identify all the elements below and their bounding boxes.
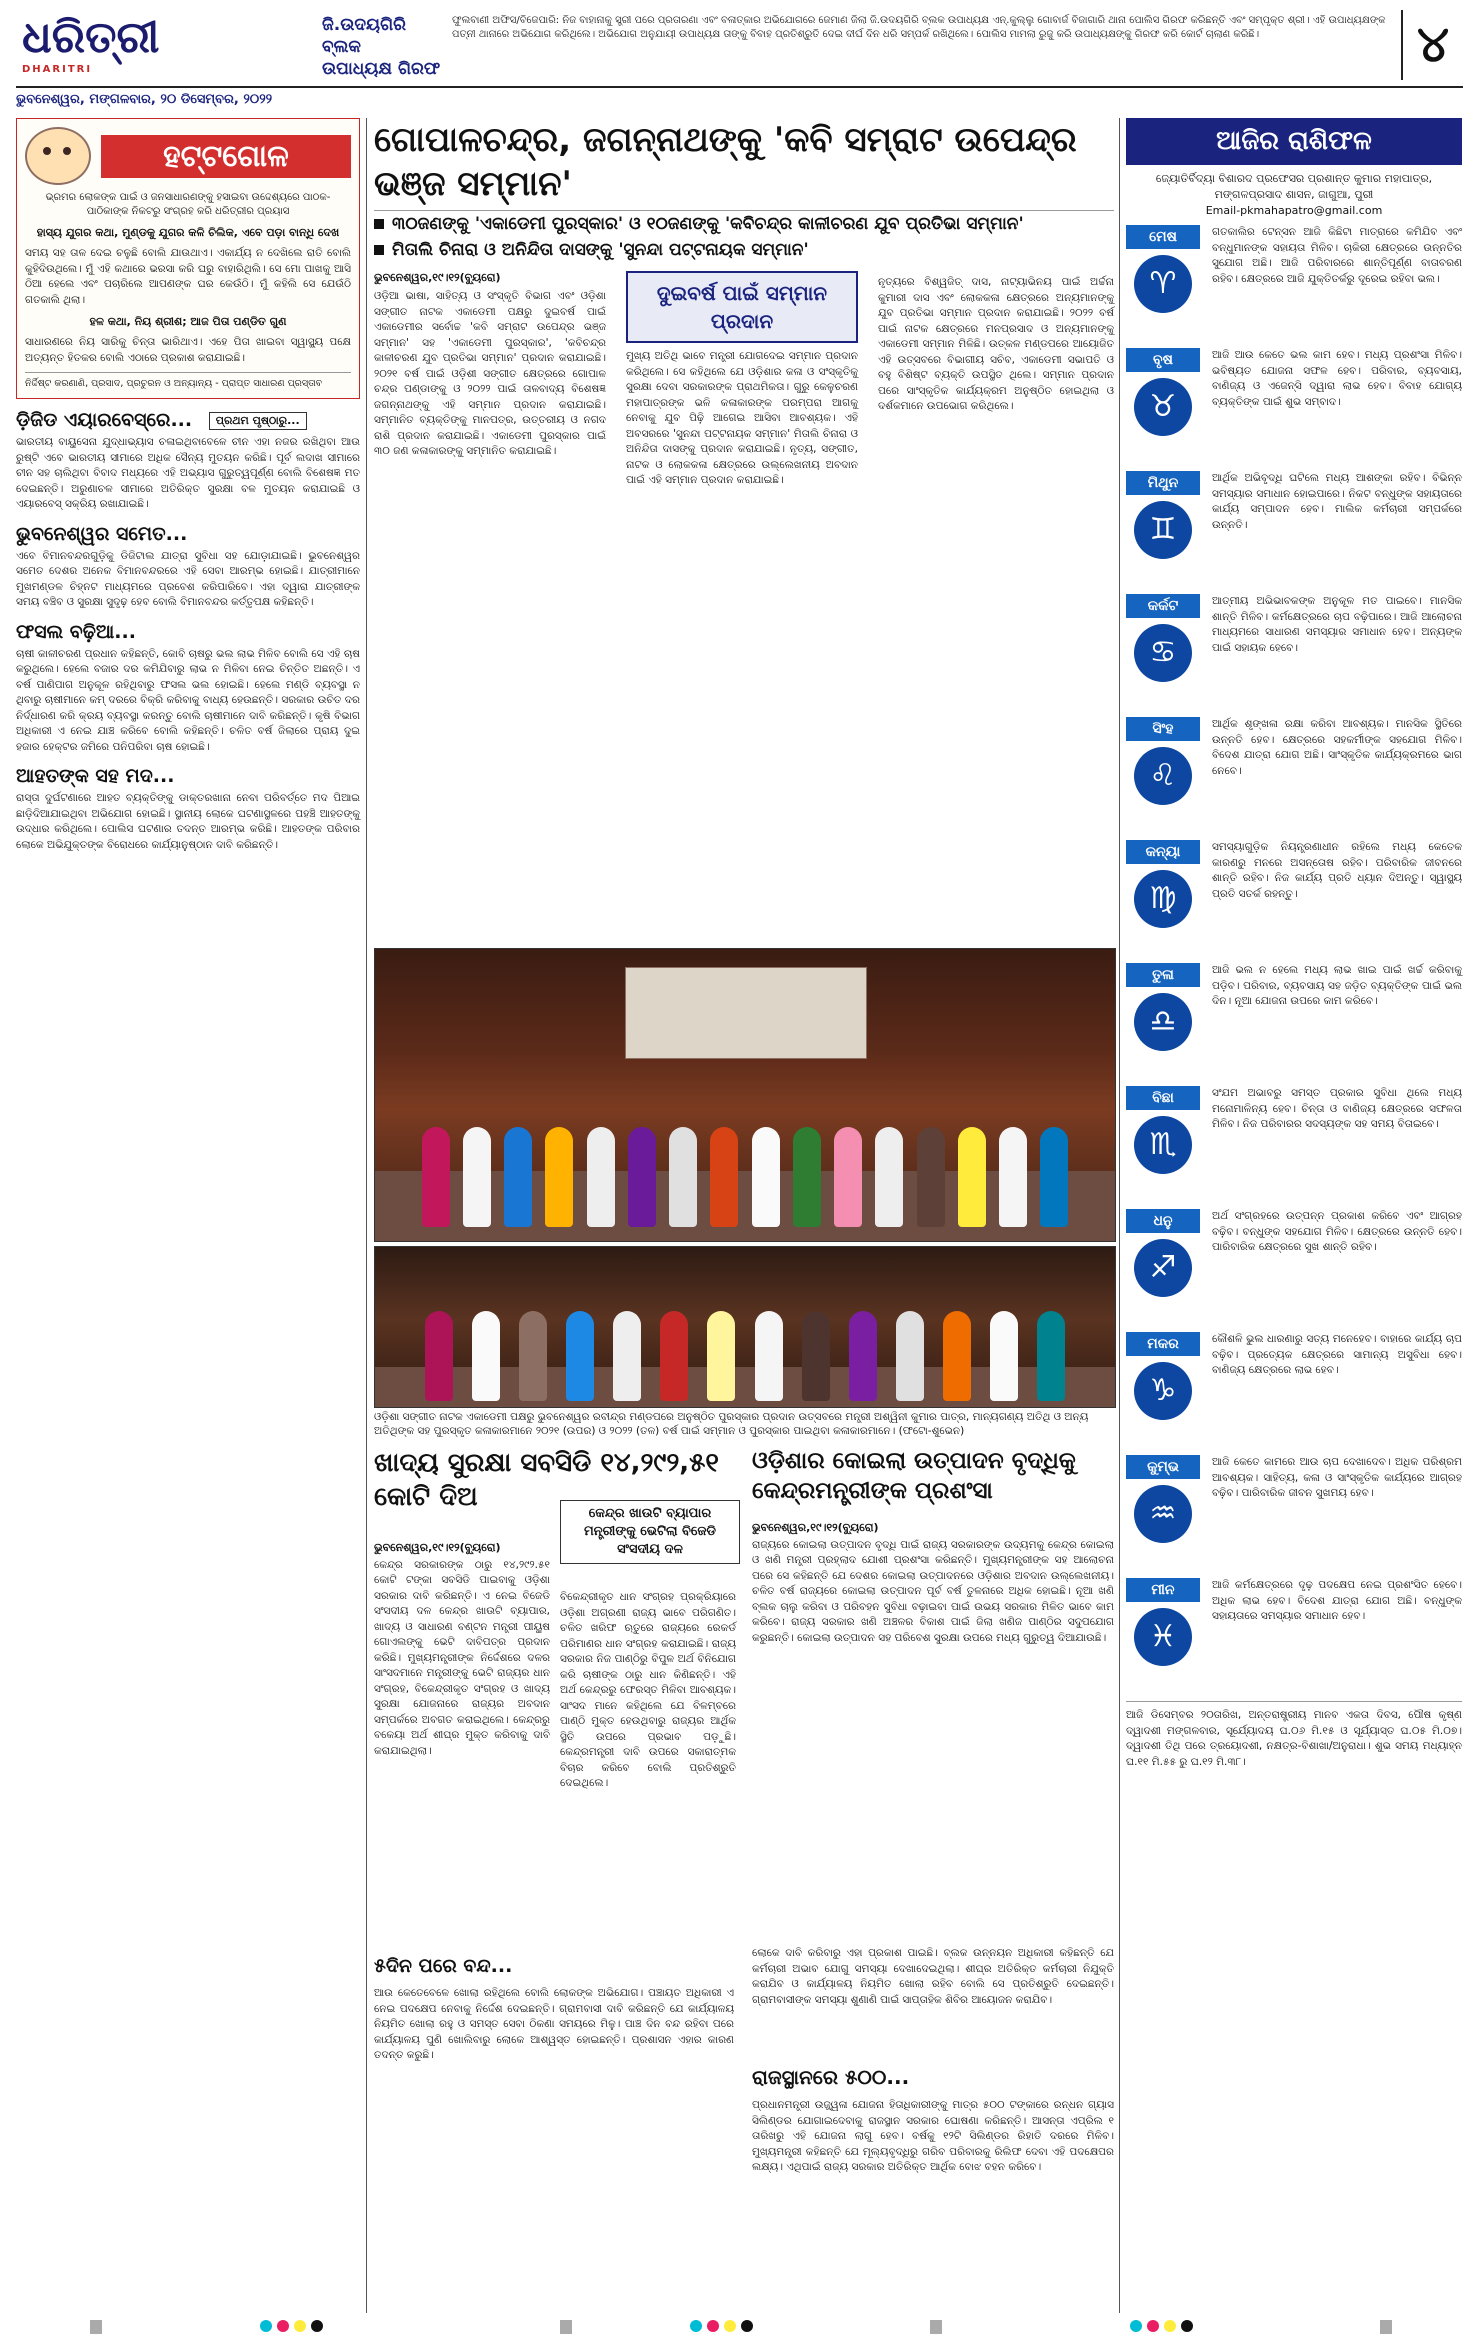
aquarius-icon: ♒ [1134, 1485, 1192, 1543]
story-body: ନୃତ୍ୟରେ ବିଶ୍ୱଜିତ୍ ଦାସ, ନାଟ୍ୟାଭିନୟ ପାଇଁ ଅର୍ଚ୍ଚନା କୁମାରୀ ଦାସ ଏବଂ ଲୋକକଳା କ୍ଷେତ୍ରରେ ଅନ୍ୟମାନଙ୍କୁ ଯୁବ ପ୍ରତିଭା ସମ୍ମାନ ପ୍ରଦାନ କରାଯାଇଛି। ୨୦୨୨ ବର୍ଷ ପାଇଁ ନାଟକ କ୍ଷେତ୍ରରେ ମନପ୍ରସାଦ ଓ ଅନ୍ୟମାନଙ୍କୁ ଏକାଡେମୀ ସମ୍ମାନ ମିଳିଛି। ଉତ୍କଳ ମଣ୍ଡପରେ ଆୟୋଜିତ ଏହି ଉତ୍ସବରେ ବିଭାଗୀୟ ସଚିବ, ଏକାଡେମୀ ସଭାପତି ଓ ବହୁ ବିଶିଷ୍ଟ ବ୍ୟକ୍ତି ଉପସ୍ଥିତ ଥିଲେ। ସମ୍ମାନ ପ୍ରଦାନ ପରେ ସାଂସ୍କୃତିକ କାର୍ଯ୍ୟକ୍ରମ ଅନୁଷ୍ଠିତ ହୋଇଥିଲା ଓ ଦର୍ଶକମାନେ ଉପଭୋଗ କରିଥିଲେ। [878, 276, 1114, 412]
yellow-dot [294, 2320, 306, 2332]
magenta-dot [707, 2320, 719, 2332]
award-ceremony-photo-2 [374, 1246, 1116, 1408]
horoscope-title: ଆଜିର ରାଶିଫଳ [1126, 118, 1462, 165]
main-subheadline [374, 237, 1114, 263]
byline: ଭୁବନେଶ୍ୱର,୧୯।୧୨(ବ୍ୟୁରୋ) [374, 1541, 501, 1554]
flash-headline-line-1: ଜି.ଉଦୟଗିରି ବ୍ଲକ [322, 15, 407, 57]
ruckus-title: ହଟ୍ଟଗୋଳ [101, 135, 351, 178]
taurus-icon: ♉ [1134, 378, 1192, 436]
sign-aquarius [1126, 1455, 1462, 1568]
sign-text: ଆର୍ଥିକ ଅଭିବୃଦ୍ଧି ଘଟିଲେ ମଧ୍ୟ ଆଶଙ୍କା ରହିବ। ବିଭିନ୍ନ ସମସ୍ୟାର ସମାଧାନ ହୋଇପାରେ। ନିକଟ ବନ୍ଧୁଙ୍କ ସହାୟତାରେ କାର୍ଯ୍ୟ ସମ୍ପାଦନ ହେବ। ମାଲିକ କର୍ମଚାରୀ ସମ୍ପର୍କରେ ଉନ୍ନତି। [1212, 472, 1462, 531]
dateline: ଭୁବନେଶ୍ୱର, ମଙ୍ଗଳବାର, ୨୦ ଡିସେମ୍ବର, ୨୦୨୨ [16, 92, 273, 107]
person-figure [613, 1311, 641, 1401]
astrologer-info [1126, 171, 1462, 219]
food-story-column-2 [560, 1590, 736, 1792]
person-figure [917, 1127, 945, 1227]
person-figure [990, 1311, 1018, 1401]
sign-name: ମକର [1126, 1332, 1200, 1356]
horoscope-column [1126, 118, 1462, 1770]
story-body: ଭାରତୀୟ ବାୟୁସେନା ଯୁଦ୍ଧାଭ୍ୟାସ ଚଳାଇଥିବାବେଳେ ଚୀନ ଏହା ନଜର ରଖିଥିବା ଆଉ ରୁଷ୍ଟି ଏବେ ଭାରତୀୟ ସୀମାରେ ଅଧିକ ସୈନ୍ୟ ମୁତୟନ କରିଛି। ପୂର୍ବ ଲଦାଖ ସୀମାରେ ଚୀନ ସହ ଚାଲିଥିବା ବିବାଦ ମଧ୍ୟରେ ଏହି ଅଭ୍ୟାସ ଗୁରୁତ୍ୱପୂର୍ଣ୍ଣ ବୋଲି ବିଶେଷଜ୍ଞ ମତ ଦେଇଛନ୍ତି। ଅରୁଣାଚଳ ସୀମାରେ ଅତିରିକ୍ତ ସୁରକ୍ଷା ବଳ ମୁତୟନ କରାଯାଇଛି ଓ ଏୟାରବେସ୍ ସକ୍ରିୟ ରଖାଯାଇଛି। [16, 436, 360, 510]
ruckus-subtitle: ଭ୍ରମର ଲୋକଙ୍କ ପାଇଁ ଓ ଜନସାଧାରଣଙ୍କୁ ହସାଇବା ଉଦ୍ଦେଶ୍ୟରେ ପାଠକ-ପାଠିକାଙ୍କ ନିକଟରୁ ସଂଗ୍ରହ କରି ଧରିତ୍ରୀର ପ୍ରୟାସ [45, 192, 331, 217]
registration-block [1380, 2320, 1392, 2334]
black-dot [1181, 2320, 1193, 2332]
logo-text: ଧରିତ୍ରୀ [22, 12, 160, 63]
sign-aries [1126, 225, 1462, 338]
sign-text: ସମସ୍ୟାଗୁଡ଼ିକ ନିୟନ୍ତ୍ରଣାଧୀନ ରହିଲେ ମଧ୍ୟ କେତେକ କାରଣରୁ ମନରେ ଅସନ୍ତୋଷ ରହିବ। ପରିବାରିକ ଜୀବନରେ ଶାନ୍ତି ରହିବ। ନିଜ କାର୍ଯ୍ୟ ପ୍ରତି ଧ୍ୟାନ ଦିଅନ୍ତୁ। ସ୍ୱାସ୍ଥ୍ୟ ପ୍ରତି ସତର୍କ ରହନ୍ତୁ। [1212, 841, 1462, 900]
award-recipients-group [415, 1291, 1075, 1401]
libra-icon: ♎ [1134, 993, 1192, 1051]
sign-name: କନ୍ୟା [1126, 840, 1200, 864]
continued-tag: ପ୍ରଥମ ପୃଷ୍ଠାରୁ... [209, 412, 307, 430]
subheadline-text: ମିତାଲି ଚିନାରା ଓ ଅନିନ୍ଦିତା ଦାସଙ୍କୁ 'ସୁନନ୍ଦା ପଟ୍ଟନାୟକ ସମ୍ମାନ' [392, 240, 809, 260]
color-registration-dots [690, 2320, 753, 2332]
cancer-icon: ♋ [1134, 624, 1192, 682]
story-headline: ଫସଲ ବଢ଼ିଆ... [16, 620, 136, 643]
sign-text: ସଂଯମ ଅଭାବରୁ ସମସ୍ତ ପ୍ରକାର ସୁବିଧା ଥିଲେ ମଧ୍ୟ ମନୋମାଳିନ୍ୟ ହେବ। ଚିନ୍ତା ଓ ବାଣିଜ୍ୟ କ୍ଷେତ୍ରରେ ସଫଳତା ମିଳିବ। ନିଜ ପରିବାରର ସଦସ୍ୟଙ୍କ ସହ ସମୟ ବିତାଇବେ। [1212, 1087, 1462, 1130]
main-story-column-3 [878, 271, 1114, 419]
coal-story-headline: ଓଡ଼ିଶାର କୋଇଲା ଉତ୍ପାଦନ ବୃଦ୍ଧିକୁ କେନ୍ଦ୍ରମନ୍ତ୍ରୀଙ୍କ ପ୍ରଶଂସା [752, 1448, 1076, 1504]
photo-caption: ଓଡ଼ିଶା ସଙ୍ଗୀତ ନାଟକ ଏକାଡେମୀ ପକ୍ଷରୁ ଭୁବନେଶ୍ୱର ରବୀନ୍ଦ୍ର ମଣ୍ଡପରେ ଅନୁଷ୍ଠିତ ପୁରସ୍କାର ପ୍ରଦାନ ଉତ୍ସବରେ ମନ୍ତ୍ରୀ ଅଶ୍ୱିନୀ କୁମାର ପାତ୍ର, ମାନ୍ୟଗଣ୍ୟ ଅତିଥି ଓ ଅନ୍ୟ ଅତିଥିଙ୍କ ସହ ପୁରସ୍କୃତ କଳାକାରମାନେ ୨୦୨୧ (ଉପର) ଓ ୨୦୨୨ (ତଳ) ବର୍ଷ ପାଇଁ ସମ୍ମାନ ଓ ପୁରସ୍କାର ପାଇଥିବା କଳାକାରମାନେ। (ଫଟୋ-ଶୁଭେନ) [374, 1411, 1089, 1437]
person-figure [1037, 1311, 1065, 1401]
sign-text: କୌଶଳି ଭୁଲ ଧାରଣାରୁ ସତ୍ୟ ମନେହେବ। ବାହାରେ କାର୍ଯ୍ୟ ଚାପ ବଢ଼ିବ। ପ୍ରତ୍ୟେକ କ୍ଷେତ୍ରରେ ସାମାନ୍ୟ ଅସୁବିଧା ହେବ। ବାଣିଜ୍ୟ କ୍ଷେତ୍ରରେ ଲାଭ ହେବ। [1212, 1333, 1462, 1376]
sign-name: ବୃଷ [1126, 348, 1200, 372]
raj-story-body: ପ୍ରଧାନମନ୍ତ୍ରୀ ଉଜ୍ଜ୍ୱଳା ଯୋଜନା ହିତାଧିକାରୀଙ୍କୁ ମାତ୍ର ୫୦୦ ଟଙ୍କାରେ ରନ୍ଧନ ଗ୍ୟାସ ସିଲିଣ୍ଡର ଯୋଗାଇଦେବାକୁ ରାଜସ୍ଥାନ ସରକାର ଘୋଷଣା କରିଛନ୍ତି। ଆସନ୍ତା ଏପ୍ରିଲ ୧ ତାରିଖରୁ ଏହି ଯୋଜନା ଲାଗୁ ହେବ। ବର୍ଷକୁ ୧୨ଟି ସିଲିଣ୍ଡର ରିହାତି ଦରରେ ମିଳିବ। ମୁଖ୍ୟମନ୍ତ୍ରୀ କହିଛନ୍ତି ଯେ ମୂଲ୍ୟବୃଦ୍ଧିରୁ ଗରିବ ପରିବାରକୁ ରିଲିଫ ଦେବା ଏହି ପଦକ୍ଷେପର ଲକ୍ଷ୍ୟ। ଏଥିପାଇଁ ରାଜ୍ୟ ସରକାର ଅତିରିକ୍ତ ଆର୍ଥିକ ବୋଝ ବହନ କରିବେ। [752, 2099, 1114, 2173]
sign-text: ଆଜି ଭଲ ନ ହେଲେ ମଧ୍ୟ ଲାଭ ଖାଇ ପାଇଁ ଖର୍ଚ୍ଚ କରିବାକୁ ପଡ଼ିବ। ପରିବାର, ବ୍ୟବସାୟ ସହ ଜଡ଼ିତ ବ୍ୟକ୍ତିଙ୍କ ପାଇଁ ଭଲ ଦିନ। ନୂଆ ଯୋଜନା ଉପରେ କାମ କରିବେ। [1212, 964, 1462, 1007]
column-divider [366, 118, 367, 2313]
story-body: ଏବେ ବିମାନବନ୍ଦରଗୁଡ଼ିକୁ ଡିଜିଟାଲ ଯାତ୍ରା ସୁବିଧା ସହ ଯୋଡ଼ାଯାଇଛି। ଭୁବନେଶ୍ୱର ସମେତ ଦେଶର ଅନେକ ବିମାନବନ୍ଦରରେ ଏହି ସେବା ଆରମ୍ଭ ହୋଇଛି। ଯାତ୍ରୀମାନେ ମୁଖମଣ୍ଡଳ ଚିହ୍ନଟ ମାଧ୍ୟମରେ ପ୍ରବେଶ କରିପାରିବେ। ଏହା ଦ୍ୱାରା ଯାତ୍ରୀଙ୍କ ସମୟ ବଞ୍ଚିବ ଓ ସୁରକ୍ଷା ସୁଦୃଢ଼ ହେବ ବୋଲି ବିମାନବନ୍ଦର କର୍ତ୍ତୃପକ୍ଷ କହିଛନ୍ତି। [16, 549, 360, 608]
person-figure [422, 1127, 450, 1227]
left-column [16, 118, 360, 857]
color-registration-dots [260, 2320, 323, 2332]
person-figure [1040, 1127, 1068, 1227]
sign-capricorn [1126, 1332, 1462, 1445]
sagittarius-icon: ♐ [1134, 1239, 1192, 1297]
ruckus-credit: ନିର୍ଦ୍ଦିଷ୍ଟ କରଣାଣି, ପ୍ରସାଦ, ପ୍ରଚୁରନ ଓ ଅନ୍ୟାନ୍ୟ - ପ୍ରାପ୍ତ ସାଧାରଣ ପ୍ରସ୍ତାବ [25, 372, 351, 390]
newspaper-logo [22, 12, 162, 80]
byline: ଭୁବନେଶ୍ୱର,୧୯।୧୨(ବ୍ୟୁରୋ) [752, 1521, 879, 1534]
sign-text: ଅର୍ଥ ସଂଗ୍ରହରେ ଉତ୍ପନ୍ନ ପ୍ରକାଶ କରିବେ ଏବଂ ଆଗ୍ରହ ବଢ଼ିବ। ବନ୍ଧୁଙ୍କ ସହଯୋଗ ମିଳିବ। କ୍ଷେତ୍ରରେ ଉନ୍ନତି ହେବ। ପାରିବାରିକ କ୍ଷେତ୍ରରେ ସୁଖ ଶାନ୍ତି ରହିବ। [1212, 1210, 1462, 1253]
ruckus-verse: ହଳ କଥା, ନିୟ ଶ୍ରୀଶ; ଆଜ ପିତା ପଣ୍ଡିତ ଗୁଣ [89, 315, 287, 328]
sign-text: ଆଜି କର୍ମକ୍ଷେତ୍ରରେ ଦୃଢ଼ ପଦକ୍ଷେପ ନେଇ ପ୍ରଶଂସିତ ହେବେ। ଅଧିକ ଲାଭ ହେବ। ବିଦେଶ ଯାତ୍ରା ଯୋଗ ଅଛି। ବନ୍ଧୁଙ୍କ ସହାୟତାରେ ସମସ୍ୟାର ସମାଧାନ ହେବ। [1212, 1579, 1462, 1622]
person-figure [545, 1127, 573, 1227]
main-story-column-2 [626, 271, 858, 493]
person-figure [566, 1311, 594, 1401]
pad-story-body-1: ଆଉ କେତେବେଳେ ଖୋଲା ରହିଥିଲେ ବୋଲି ଲୋକଙ୍କ ଅଭିଯୋଗ। ପଞ୍ଚାୟତ ଅଧିକାରୀ ଏ ନେଇ ପଦକ୍ଷେପ ନେବାକୁ ନିର୍ଦ୍ଦେଶ ଦେଇଛନ୍ତି। ଗ୍ରାମବାସୀ ଦାବି କରିଛନ୍ତି ଯେ କାର୍ଯ୍ୟାଳୟ ନିୟମିତ ଖୋଲା ରହୁ ଓ ସମସ୍ତ ସେବା ଠିକଣା ସମୟରେ ମିଳୁ। ପାଞ୍ଚ ଦିନ ବନ୍ଦ ରହିବା ପରେ କାର୍ଯ୍ୟାଳୟ ପୁଣି ଖୋଲିବାରୁ ଲୋକେ ଆଶ୍ୱସ୍ତ ହୋଇଛନ୍ତି। ପ୍ରଶାସନ ଏହାର କାରଣ ତଦନ୍ତ କରୁଛି। [374, 1987, 734, 2061]
sign-cancer [1126, 594, 1462, 707]
subheadline-text: ୩୦ଜଣଙ୍କୁ 'ଏକାଡେମୀ ପୁରସ୍କାର' ଓ ୧୦ଜଣଙ୍କୁ 'କବିଚନ୍ଦ୍ର କାଳୀଚରଣ ଯୁବ ପ୍ରତିଭା ସମ୍ମାନ' [392, 214, 1024, 234]
sign-text: ଗତକାଲିର ଟେନ୍‌ସନ ଆଜି କିଛିଟା ମାତ୍ରାରେ କମିଯିବ ଏବଂ ବନ୍ଧୁମାନଙ୍କ ସହାୟତା ମିଳିବ। ଚାକିରୀ କ୍ଷେତ୍ରରେ ଉନ୍ନତିର ସୁଯୋଗ ଅଛି। ଆଜି ପରିବାରରେ ଶାନ୍ତିପୂର୍ଣ୍ଣ ବାତାବରଣ ରହିବ। କ୍ଷେତ୍ରରେ ଆଜି ଯୁକ୍ତିତର୍କରୁ ଦୂରେଇ ରହିବା ଭଲ। [1212, 226, 1462, 285]
story-body: ଓଡ଼ିଆ ଭାଷା, ସାହିତ୍ୟ ଓ ସଂସ୍କୃତି ବିଭାଗ ଏବଂ ଓଡ଼ିଶା ସଙ୍ଗୀତ ନାଟକ ଏକାଡେମୀ ପକ୍ଷରୁ ଦୁଇବର୍ଷ ପାଇଁ ଏକାଡେମୀର ସର୍ବୋଚ୍ଚ 'କବି ସମ୍ରାଟ ଉପେନ୍ଦ୍ର ଭଞ୍ଜ ସମ୍ମାନ' ସହ 'ଏକାଡେମୀ ପୁରସ୍କାର', 'କବିଚନ୍ଦ୍ର କାଳୀଚରଣ ଯୁବ ପ୍ରତିଭା ସମ୍ମାନ' ପ୍ରଦାନ କରାଯାଇଛି। ୨୦୨୧ ବର୍ଷ ପାଇଁ ଓଡ଼ିଶୀ ସଙ୍ଗୀତ କ୍ଷେତ୍ରରେ ଗୋପାଳ ଚନ୍ଦ୍ର ପଣ୍ଡାଙ୍କୁ ଓ ୨୦୨୨ ପାଇଁ ତାଳବାଦ୍ୟ ବିଶେଷଜ୍ଞ ଜଗନ୍ନାଥଙ୍କୁ ଏହି ସମ୍ମାନ ପ୍ରଦାନ କରାଯାଇଛି। ସମ୍ମାନିତ ବ୍ୟକ୍ତିଙ୍କୁ ମାନପତ୍ର, ଉତ୍ତରୀୟ ଓ ନଗଦ ରାଶି ପ୍ରଦାନ କରାଯାଇଛି। ଏକାଡେମୀ ପୁରସ୍କାର ପାଇଁ ୩୦ ଜଣ କଳାକାରଙ୍କୁ ସମ୍ମାନିତ କରାଯାଇଛି। [374, 290, 606, 457]
flash-text: ଫୁଲବାଣୀ ଅଫିସ/ବିଜେପାରି: ନିଜ ବାହାନାକୁ ସ୍ତ୍ରୀ ପରେ ପ୍ରତାରଣା ଏବଂ ବଳାତ୍କାର ଅଭିଯୋଗରେ ଜେମାଣ ଜିଲା ଜି.ଉଦୟଗିରି ବ୍ଲକ ଉପାଧ୍ୟକ୍ଷ ଏନ୍.କୁଲ୍ଲୁ ଗୋବାର୍ଜ ବିଜାଗାରି ଥାନା ପୋଲିସ ଗିରଫ କରିଛନ୍ତି ଏବଂ ସମ୍ପୃକ୍ତ ଶ୍ରୀ। ଏହି ଉପାଧ୍ୟକ୍ଷଙ୍କ ପତ୍ନୀ ଥାନାରେ ଅଭିଯୋଗ କରିଥିଲେ। ଅଭିଯୋଗ ଅନୁଯାୟୀ ଉପାଧ୍ୟକ୍ଷ ତାଙ୍କୁ ବିବାହ ପ୍ରତିଶ୍ରୁତି ଦେଇ ଦୀର୍ଘ ଦିନ ଧରି ସମ୍ପର୍କ ରଖିଥିଲେ। ପୋଲିସ ମାମଲା ରୁଜୁ କରି ଉପାଧ୍ୟକ୍ଷଙ୍କୁ ଗିରଫ କରି କୋର୍ଟ ଚାଲାଣ କରିଛି। [452, 15, 1386, 40]
person-figure [755, 1311, 783, 1401]
logo-sub: DHARITRI [22, 64, 93, 75]
registration-block [560, 2320, 572, 2334]
pisces-icon: ♓ [1134, 1608, 1192, 1666]
print-registration-strip [0, 2318, 1477, 2336]
sign-leo [1126, 717, 1462, 830]
magenta-dot [1147, 2320, 1159, 2332]
sign-text: ଆର୍ଥିକ ଶୃଙ୍ଖଳା ରକ୍ଷା କରିବା ଆବଶ୍ୟକ। ମାନସିକ ସ୍ଥିତିରେ ଉନ୍ନତି ହେବ। କ୍ଷେତ୍ରରେ ସହକର୍ମୀଙ୍କ ସହଯୋଗ ମିଳିବ। ବିଦେଶ ଯାତ୍ରା ଯୋଗ ଅଛି। ସାଂସ୍କୃତିକ କାର୍ଯ୍ୟକ୍ରମରେ ଭାଗ ନେବେ। [1212, 718, 1462, 777]
award-ceremony-photo [374, 948, 1116, 1242]
food-story-column-1 [374, 1540, 550, 1759]
story-body: ବିକେନ୍ଦ୍ରୀକୃତ ଧାନ ସଂଗ୍ରହ ପ୍ରକ୍ରିୟାରେ ଓଡ଼ିଶା ଅଗ୍ରଣୀ ରାଜ୍ୟ ଭାବେ ପରିଗଣିତ। ଚଳିତ ଖରିଫ ଋତୁରେ ରାଜ୍ୟରେ ରେକର୍ଡ ପରିମାଣର ଧାନ ସଂଗ୍ରହ କରାଯାଇଛି। ରାଜ୍ୟ ସରକାର ନିଜ ପାଣ୍ଠିରୁ ବିପୁଳ ଅର୍ଥ ବିନିଯୋଗ କରି ଚାଷୀଙ୍କ ଠାରୁ ଧାନ କିଣିଛନ୍ତି। ଏହି ଅର୍ଥ କେନ୍ଦ୍ରରୁ ଫେରସ୍ତ ମିଳିବା ଆବଶ୍ୟକ। ସାଂସଦ ମାନେ କହିଥିଲେ ଯେ ବିଳମ୍ବରେ ପାଣ୍ଠି ମୁକ୍ତ ହେଉଥିବାରୁ ରାଜ୍ୟର ଆର୍ଥିକ ସ୍ଥିତି ଉପରେ ପ୍ରଭାବ ପଡ଼ୁଛି। କେନ୍ଦ୍ରମନ୍ତ୍ରୀ ଦାବି ଉପରେ ସକାରାତ୍ମକ ବିଚାର କରିବେ ବୋଲି ପ୍ରତିଶ୍ରୁତି ଦେଇଥିଲେ। [560, 1591, 736, 1789]
virgo-icon: ♍ [1134, 870, 1192, 928]
person-figure [628, 1127, 656, 1227]
sign-pisces [1126, 1578, 1462, 1691]
person-figure [834, 1127, 862, 1227]
person-figure [958, 1127, 986, 1227]
sign-name: ତୁଳା [1126, 963, 1200, 987]
person-figure [752, 1127, 780, 1227]
person-figure [425, 1311, 453, 1401]
story-headline: ଭୁବନେଶ୍ୱର ସମେତ... [16, 522, 188, 545]
masthead [16, 8, 1463, 88]
cyan-dot [260, 2320, 272, 2332]
raj-story-headline: ରାଜସ୍ଥାନରେ ୫୦୦... [752, 2065, 910, 2089]
person-figure [669, 1127, 697, 1227]
color-registration-dots [1130, 2320, 1193, 2332]
main-subheadline [374, 211, 1114, 237]
sign-name: ସିଂହ [1126, 717, 1200, 741]
astrologer-name: ଜ୍ୟୋତିର୍ବିଦ୍ୟା ବିଶାରଦ ପ୍ରଫେସର ପ୍ରଶାନ୍ତ କୁମାର ମହାପାତ୍ର, ମଙ୍ଗଳପ୍ରସାଦ ଶାସନ, ଜାଗୁଆ, ପୁରୀ [1155, 172, 1433, 201]
sign-name: ଧନୁ [1126, 1209, 1200, 1233]
story-headline: ଆହତଙ୍କ ସହ ମଦ... [16, 765, 175, 787]
leo-icon: ♌ [1134, 747, 1192, 805]
person-figure [472, 1311, 500, 1401]
pad-story-headline: ୫ଦିନ ପରେ ବନ୍ଦ... [374, 1955, 513, 1977]
byline: ଭୁବନେଶ୍ୱର,୧୯।୧୨(ବ୍ୟୁରୋ) [374, 271, 501, 284]
food-story-headline: ଖାଦ୍ୟ ସୁରକ୍ଷା ସବସିଡି ୧୪,୨୯୨,୫୧ କୋଟି ଦିଅ [374, 1448, 719, 1512]
capricorn-icon: ♑ [1134, 1362, 1192, 1420]
sign-name: ମେଷ [1126, 225, 1200, 249]
cartoon-face-icon [25, 127, 91, 185]
sign-name: କର୍କଟ [1126, 594, 1200, 618]
scorpio-icon: ♏ [1134, 1116, 1192, 1174]
main-headline: ଗୋପାଳଚନ୍ଦ୍ର, ଜଗନ୍ନାଥଙ୍କୁ 'କବି ସମ୍ରାଟ ଉପେନ୍ଦ୍ର ଭଞ୍ଜ ସମ୍ମାନ' [374, 118, 1114, 211]
person-figure [660, 1311, 688, 1401]
flash-headline-line-2: ଉପାଧ୍ୟକ୍ଷ ଗିରଫ [322, 59, 441, 79]
ruckus-paragraph: ସାଧାରଣରେ ନିୟ ସାରିକୁ ଚିନ୍ତା ଭାରିଥାଏ। ଏହେ ପିତା ଖାଇବା ସ୍ୱାସ୍ଥ୍ୟ ପକ୍ଷେ ଅତ୍ୟନ୍ତ ହିତକର ବୋଲି ଏଠାରେ ପ୍ରକାଶ କରାଯାଇଛି। [25, 336, 351, 364]
award-recipients-group [415, 1107, 1075, 1227]
flash-headline [322, 14, 442, 80]
main-story [374, 118, 1114, 486]
story-body: ଚାଷୀ କାଳୀଚରଣ ପ୍ରଧାନ କହିଛନ୍ତି, କୋବି ଚାଷରୁ ଭଲ ଲାଭ ମିଳିବ ବୋଲି ସେ ଏହି ଚାଷ କରୁଥିଲେ। ହେଲେ ବଜାର ଦର କମିଯିବାରୁ ଲାଭ ନ ମିଳିବା ନେଇ ଚିନ୍ତିତ ଅଛନ୍ତି। ଏ ବର୍ଷ ପାଣିପାଗ ଅନୁକୂଳ ରହିଥିବାରୁ ଫସଲ ଭଲ ହୋଇଛି। ହେଲେ ମଣ୍ଡି ବ୍ୟବସ୍ଥା ନ ଥିବାରୁ ଚାଷୀମାନେ କମ୍ ଦରରେ ବିକ୍ରି କରିବାକୁ ବାଧ୍ୟ ହେଉଛନ୍ତି। ସରକାର ଉଚିତ ଦର ନିର୍ଦ୍ଧାରଣ କରି କ୍ରୟ ବ୍ୟବସ୍ଥା କରନ୍ତୁ ବୋଲି ଚାଷୀମାନେ ଦାବି କରିଛନ୍ତି। କୃଷି ବିଭାଗ ଅଧିକାରୀ ଏ ନେଇ ଯାଞ୍ଚ କରିବେ ବୋଲି କହିଛନ୍ତି। ଚଳିତ ବର୍ଷ ଜିଲାରେ ପ୍ରାୟ ଦୁଇ ହଜାର ହେକ୍ଟର ଜମିରେ ପନିପରିବା ଚାଷ ହୋଇଛି। [16, 647, 360, 753]
ruckus-header [25, 127, 351, 185]
person-figure [943, 1311, 971, 1401]
sign-text: ଆଜି କେତେ କାମରେ ଆଉ ଚାପ ଦେଖାଦେବ। ଅଧିକ ପରିଶ୍ରମ ଆବଶ୍ୟକ। ସାହିତ୍ୟ, କଳା ଓ ସାଂସ୍କୃତିକ କାର୍ଯ୍ୟରେ ଆଗ୍ରହ ବଢ଼ିବ। ପାରିବାରିକ ଜୀବନ ସୁଖମୟ ହେବ। [1212, 1456, 1462, 1499]
registration-block [930, 2320, 942, 2334]
sign-text: ଆତ୍ମୀୟ ଅଭିଭାବକଙ୍କ ଅନୁକୂଳ ମତ ପାଇବେ। ମାନସିକ ଶାନ୍ତି ମିଳିବ। କର୍ମକ୍ଷେତ୍ରରେ ଚାପ ବଢ଼ିପାରେ। ଆଜି ଆଲୋଚନା ମାଧ୍ୟମରେ ସାଧାରଣ ସମସ୍ୟାର ସମାଧାନ ହେବ। ଅନ୍ୟଙ୍କ ପାଇଁ ସହାୟକ ହେବେ। [1212, 595, 1462, 654]
bullet-square-icon [374, 245, 384, 255]
yellow-dot [724, 2320, 736, 2332]
person-figure [707, 1311, 735, 1401]
sign-scorpio [1126, 1086, 1462, 1199]
sign-name: କୁମ୍ଭ [1126, 1455, 1200, 1479]
black-dot [311, 2320, 323, 2332]
person-figure [793, 1127, 821, 1227]
highlight-box: ଦୁଇବର୍ଷ ପାଇଁ ସମ୍ମାନ ପ୍ରଦାନ [626, 271, 858, 343]
black-dot [741, 2320, 753, 2332]
sign-name: ମୀନ [1126, 1578, 1200, 1602]
story-body: ରାଜ୍ୟରେ କୋଇଲା ଉତ୍ପାଦନ ବୃଦ୍ଧି ପାଇଁ ରାଜ୍ୟ ସରକାରଙ୍କ ଉଦ୍ୟମକୁ କେନ୍ଦ୍ର କୋଇଲା ଓ ଖଣି ମନ୍ତ୍ରୀ ପ୍ରହ୍ଲାଦ ଯୋଶୀ ପ୍ରଶଂସା କରିଛନ୍ତି। ମୁଖ୍ୟମନ୍ତ୍ରୀଙ୍କ ସହ ଆଲୋଚନା ପରେ ସେ କହିଛନ୍ତି ଯେ ଦେଶର କୋଇଲା ଉତ୍ପାଦନରେ ଓଡ଼ିଶାର ଅବଦାନ ଉଲ୍ଲେଖନୀୟ। ଚଳିତ ବର୍ଷ ରାଜ୍ୟରେ କୋଇଲା ଉତ୍ପାଦନ ପୂର୍ବ ବର୍ଷ ତୁଳନାରେ ଅଧିକ ହୋଇଛି। ନୂଆ ଖଣି ବ୍ଲକ ଚାଲୁ କରିବା ଓ ପରିବହନ ସୁବିଧା ବଢ଼ାଇବା ପାଇଁ ଉଭୟ ସରକାର ମିଳିତ ଭାବେ କାମ କରିବେ। ରାଜ୍ୟ ସରକାର ଖଣି ଅଞ୍ଚଳର ବିକାଶ ପାଇଁ ଜିଲା ଖଣିଜ ପାଣ୍ଠିର ସଦୁପଯୋଗ କରୁଛନ୍ତି। କୋଇଲା ଉତ୍ପାଦନ ସହ ପରିବେଶ ସୁରକ୍ଷା ଉପରେ ମଧ୍ୟ ଗୁରୁତ୍ୱ ଦିଆଯାଉଛି। [752, 1538, 1114, 1644]
stage-banner [625, 967, 867, 1059]
coal-story-body [752, 1520, 1114, 1646]
sign-virgo [1126, 840, 1462, 953]
story-body: କେନ୍ଦ୍ର ସରକାରଙ୍କ ଠାରୁ ୧୪,୨୯୨.୫୧ କୋଟି ଟଙ୍କା ସବସିଡି ପାଇବାକୁ ଓଡ଼ିଶା ସରକାର ଦାବି କରିଛନ୍ତି। ଏ ନେଇ ବିଜେଡି ସଂସଦୀୟ ଦଳ କେନ୍ଦ୍ର ଖାଉଟି ବ୍ୟାପାର, ଖାଦ୍ୟ ଓ ସାଧାରଣ ବଣ୍ଟନ ମନ୍ତ୍ରୀ ପୀୟୁଷ ଗୋଏଲଙ୍କୁ ଭେଟି ଦାବିପତ୍ର ପ୍ରଦାନ କରିଛି। ମୁଖ୍ୟମନ୍ତ୍ରୀଙ୍କ ନିର୍ଦ୍ଦେଶରେ ଦଳର ସାଂସଦମାନେ ମନ୍ତ୍ରୀଙ୍କୁ ଭେଟି ରାଜ୍ୟର ଧାନ ସଂଗ୍ରହ, ବିକେନ୍ଦ୍ରୀକୃତ ସଂଗ୍ରହ ଓ ଖାଦ୍ୟ ସୁରକ୍ଷା ଯୋଜନାରେ ରାଜ୍ୟର ଅବଦାନ ସମ୍ପର୍କରେ ଅବଗତ କରାଇଥିଲେ। କେନ୍ଦ୍ରରୁ ବକେୟା ଅର୍ଥ ଶୀଘ୍ର ମୁକ୍ତ କରିବାକୁ ଦାବି କରାଯାଇଥିଲା। [374, 1558, 550, 1757]
cyan-dot [690, 2320, 702, 2332]
story-body: ରାସ୍ତା ଦୁର୍ଘଟଣାରେ ଆହତ ବ୍ୟକ୍ତିଙ୍କୁ ଡାକ୍ତରଖାନା ନେବା ପରିବର୍ତ୍ତେ ମଦ ପିଆଇ ଛାଡ଼ିଦିଆଯାଇଥିବା ଅଭିଯୋଗ ହୋଇଛି। ସ୍ଥାନୀୟ ଲୋକେ ଘଟଣାସ୍ଥଳରେ ପହଞ୍ଚି ଆହତଙ୍କୁ ଉଦ୍ଧାର କରିଥିଲେ। ପୋଲିସ ଘଟଣାର ତଦନ୍ତ ଆରମ୍ଭ କରିଛି। ଆହତଙ୍କ ପରିବାର ଲୋକେ ଅଭିଯୁକ୍ତଙ୍କ ବିରୋଧରେ କାର୍ଯ୍ୟାନୁଷ୍ଠାନ ଦାବି କରିଛନ୍ତି। [16, 792, 360, 851]
day-almanac: ଆଜି ଡିସେମ୍ବର ୨୦ତାରିଖ, ଅନ୍ତରାଷ୍ଟ୍ରୀୟ ମାନବ ଏକତା ଦିବସ, ପୌଷ କୃଷ୍ଣ ଦ୍ୱାଦଶୀ ମଙ୍ଗଳବାର, ସୂର୍ଯ୍ୟୋଦୟ ଘ.୦୬ ମି.୧୫ ଓ ସୂର୍ଯ୍ୟାସ୍ତ ଘ.୦୫ ମି.୦୭। ଦ୍ୱାଦଶୀ ତିଥି ପରେ ତ୍ରୟୋଦଶୀ, ନକ୍ଷତ୍ର-ବିଶାଖା/ଅନୁରାଧା। ଶୁଭ ସମୟ ମଧ୍ୟାହ୍ନ ଘ.୧୧ ମି.୫୫ ରୁ ଘ.୧୨ ମି.୩୮। [1126, 1701, 1462, 1770]
person-figure [519, 1311, 547, 1401]
story-headline-text: ଡ଼ିଜିଡ ଏୟାରବେସ୍‌ରେ... [16, 409, 193, 431]
aries-icon: ♈ [1134, 255, 1192, 313]
sign-libra [1126, 963, 1462, 1076]
person-figure [999, 1127, 1027, 1227]
sign-gemini [1126, 471, 1462, 584]
magenta-dot [277, 2320, 289, 2332]
main-story-column-1 [374, 271, 606, 464]
pad-story-body-2: ଲୋକେ ଦାବି କରିବାରୁ ଏହା ପ୍ରକାଶ ପାଇଛି। ବ୍ଲକ ଉନ୍ନୟନ ଅଧିକାରୀ କହିଛନ୍ତି ଯେ କର୍ମଚାରୀ ଅଭାବ ଯୋଗୁ ସମସ୍ୟା ଦେଖାଦେଇଥିଲା। ଶୀଘ୍ର ଅତିରିକ୍ତ କର୍ମଚାରୀ ନିଯୁକ୍ତି କରାଯିବ ଓ କାର୍ଯ୍ୟାଳୟ ନିୟମିତ ଖୋଲା ରହିବ ବୋଲି ସେ ପ୍ରତିଶ୍ରୁତି ଦେଇଛନ୍ତି। ଗ୍ରାମବାସୀଙ୍କ ସମସ୍ୟା ଶୁଣାଣି ପାଇଁ ସାପ୍ତାହିକ ଶିବିର ଆୟୋଜନ କରାଯିବ। [752, 1947, 1114, 2006]
yellow-dot [1164, 2320, 1176, 2332]
ruckus-box [16, 118, 360, 399]
sign-sagittarius [1126, 1209, 1462, 1322]
person-figure [896, 1311, 924, 1401]
person-figure [802, 1311, 830, 1401]
person-figure [463, 1127, 491, 1227]
gemini-icon: ♊ [1134, 501, 1192, 559]
person-figure [710, 1127, 738, 1227]
food-story-subheadline: କେନ୍ଦ୍ର ଖାଉଟି ବ୍ୟାପାର ମନ୍ତ୍ରୀଙ୍କୁ ଭେଟିଲା ବିଜେଡି ସଂସଦୀୟ ଦଳ [560, 1500, 740, 1564]
sign-text: ଆଜି ଆଉ କେତେ ଭଲ କାମ ହେବ। ମଧ୍ୟ ପ୍ରଶଂସା ମିଳିବ। ଭବିଷ୍ୟତ ଯୋଜନା ସଫଳ ହେବ। ପରିବାର, ବ୍ୟବସାୟ, ବାଣିଜ୍ୟ ଓ ଏଜେନ୍ସି ଦ୍ୱାରା ଲାଭ ହେବ। ବିବାହ ଯୋଗ୍ୟ ବ୍ୟକ୍ତିଙ୍କ ପାଇଁ ଶୁଭ ସମ୍ବାଦ। [1212, 349, 1462, 408]
registration-block [90, 2320, 102, 2334]
sign-taurus [1126, 348, 1462, 461]
ruckus-paragraph: ସମୟ ସହ ତାଳ ଦେଇ ଚଳୁଛି ବୋଲି ଯାଉଥାଏ। ଏକାର୍ଯ୍ୟ ନ ଦେଖିଲେ ରାତି ବୋଲି କୁହିଦିଉଥିଲେ। ମୁଁ ଏହି କଥାରେ ଭରସା କରି ଘରୁ ବାହାରିଥିଲି। ସେ ମୋ ପାଖକୁ ଆସି ଠିଆ ହେଲେ ଏବଂ ପଚାରିଲେ ଆପଣଙ୍କ ଘର କେଉଁଠି। ମୁଁ କହିଲି ସେ ଯେଉଁଠି ଗତକାଲି ଥିଲା। [25, 247, 351, 306]
sign-name: ବିଛା [1126, 1086, 1200, 1110]
story-headline [16, 409, 360, 431]
person-figure [875, 1127, 903, 1227]
astrologer-email: Email-pkmahapatro@gmail.com [1205, 204, 1383, 217]
person-figure [849, 1311, 877, 1401]
column-divider [1119, 118, 1120, 2313]
person-figure [504, 1127, 532, 1227]
ruckus-verse: ହାସ୍ୟ ଯୁଗର କଥା, ମୁଣ୍ଡକୁ ଯୁଗର କଳି ଚିଲିକ, ଏବେ ପଡ଼ା ବାନ୍ଧି ଦେଖ [36, 226, 340, 239]
story-body: ମୁଖ୍ୟ ଅତିଥି ଭାବେ ମନ୍ତ୍ରୀ ଯୋଗଦେଇ ସମ୍ମାନ ପ୍ରଦାନ କରିଥିଲେ। ସେ କହିଥିଲେ ଯେ ଓଡ଼ିଶାର କଳା ଓ ସଂସ୍କୃତିକୁ ସୁରକ୍ଷା ଦେବା ସରକାରଙ୍କ ପ୍ରାଥମିକତା। ଗୁରୁ କେଳୁଚରଣ ମହାପାତ୍ରଙ୍କ ଭଳି କଳାକାରଙ୍କ ପରମ୍ପରା ଆଗକୁ ନେବାକୁ ଯୁବ ପିଢ଼ି ଆଗେଇ ଆସିବା ଆବଶ୍ୟକ। ଏହି ଅବସରରେ 'ସୁନନ୍ଦା ପଟ୍ଟନାୟକ ସମ୍ମାନ' ମିତାଲି ଚିନାରା ଓ ଅନିନ୍ଦିତା ଦାସଙ୍କୁ ପ୍ରଦାନ କରାଯାଇଛି। ନୃତ୍ୟ, ସଙ୍ଗୀତ, ନାଟକ ଓ ଲୋକକଳା କ୍ଷେତ୍ରରେ ଉଲ୍ଲେଖନୀୟ ଅବଦାନ ପାଇଁ ଏହି ସମ୍ମାନ ପ୍ରଦାନ କରାଯାଇଛି। [626, 350, 858, 486]
cyan-dot [1130, 2320, 1142, 2332]
sign-name: ମିଥୁନ [1126, 471, 1200, 495]
person-figure [587, 1127, 615, 1227]
page-number: ୪ [1401, 10, 1463, 80]
bullet-square-icon [374, 219, 384, 229]
